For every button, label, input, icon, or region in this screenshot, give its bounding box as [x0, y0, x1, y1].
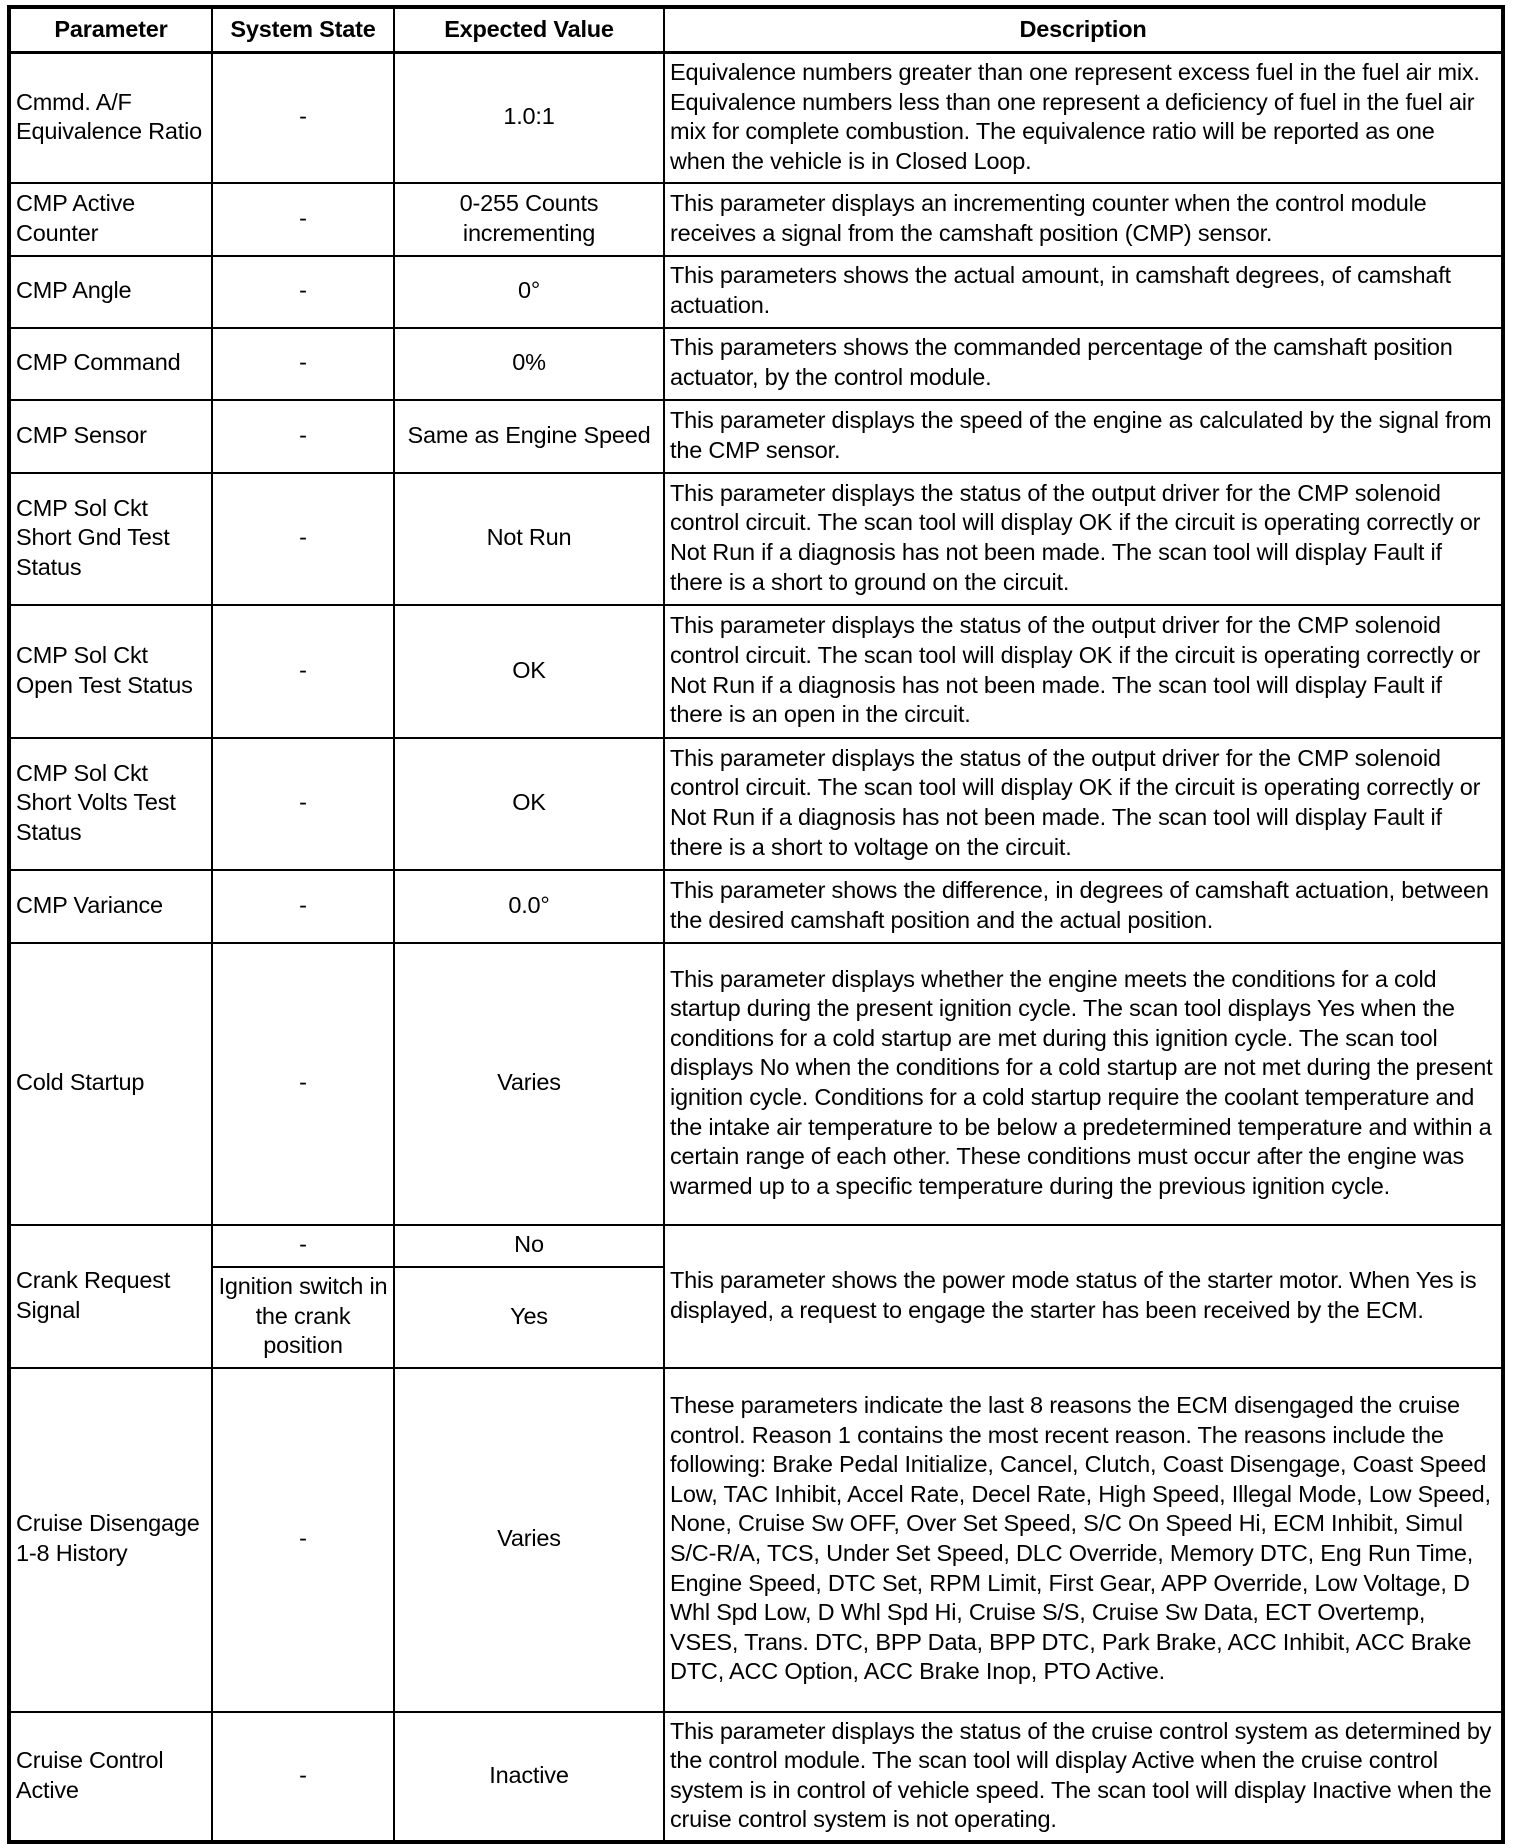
parameter-cell: CMP Angle [9, 256, 212, 328]
system-state-cell: - [212, 1368, 394, 1712]
table-row [9, 1712, 1503, 1842]
system-state-cell: - [212, 473, 394, 605]
description-cell: This parameters shows the actual amount, in camshaft degrees, of camshaft actuation. [664, 256, 1503, 328]
table-row [9, 1368, 1503, 1712]
parameter-cell: CMP Sol Ckt Short Gnd Test Status [9, 473, 212, 605]
parameter-cell: Cruise Control Active [9, 1712, 212, 1842]
table-header-row [9, 7, 1503, 53]
table-row [9, 738, 1503, 870]
parameter-cell: CMP Variance [9, 870, 212, 943]
table-row [9, 473, 1503, 605]
parameter-cell: Cmmd. A/F Equivalence Ratio [9, 53, 212, 183]
description-cell: This parameter displays an incrementing counter when the control module receives a signal from the camshaft position (CMP) sensor. [664, 183, 1503, 256]
system-state-cell: - [212, 183, 394, 256]
expected-value-cell: Inactive [394, 1712, 664, 1842]
table-row [9, 1225, 1503, 1267]
expected-value-cell: Same as Engine Speed [394, 400, 664, 473]
expected-value-cell: OK [394, 738, 664, 870]
system-state-cell: Ignition switch in the crank position [212, 1267, 394, 1368]
description-cell: This parameter shows the power mode status of the starter motor. When Yes is displayed, a request to engage the starter has been received by the ECM. [664, 1225, 1503, 1368]
header-expected-value: Expected Value [394, 7, 664, 53]
system-state-cell: - [212, 1225, 394, 1267]
table-row [9, 605, 1503, 738]
description-cell: This parameter displays the status of the output driver for the CMP solenoid control circuit. The scan tool will display OK if the circuit is operating correctly or Not Run if a diagnosis has not been made. The scan tool will display Fault if there is an open in the circuit. [664, 605, 1503, 738]
expected-value-cell: OK [394, 605, 664, 738]
system-state-cell: - [212, 53, 394, 183]
description-cell: Equivalence numbers greater than one represent excess fuel in the fuel air mix. Equivalence numbers less than one represent a deficiency of fuel in the fuel air mix for complete combustion. The equivalence ratio will be reported as one when the vehicle is in Closed Loop. [664, 53, 1503, 183]
expected-value-cell: Varies [394, 943, 664, 1225]
parameter-cell: CMP Sensor [9, 400, 212, 473]
system-state-cell: - [212, 256, 394, 328]
description-cell: This parameter displays the status of the output driver for the CMP solenoid control circuit. The scan tool will display OK if the circuit is operating correctly or Not Run if a diagnosis has not been made. The scan tool will display Fault if there is a short to ground on the circuit. [664, 473, 1503, 605]
table-row [9, 256, 1503, 328]
system-state-cell: - [212, 328, 394, 400]
description-cell: This parameter shows the difference, in degrees of camshaft actuation, between the desired camshaft position and the actual position. [664, 870, 1503, 943]
table-row [9, 183, 1503, 256]
system-state-cell: - [212, 400, 394, 473]
description-cell: This parameter displays the status of the cruise control system as determined by the control module. The scan tool will display Active when the cruise control system is in control of vehicle speed. The scan tool will display Inactive when the cruise control system is not operating. [664, 1712, 1503, 1842]
expected-value-cell: 0° [394, 256, 664, 328]
table-row [9, 870, 1503, 943]
system-state-cell: - [212, 605, 394, 738]
description-cell: This parameter displays whether the engine meets the conditions for a cold startup during the present ignition cycle. The scan tool displays Yes when the conditions for a cold startup are met during this ignition cycle. The scan tool displays No when the conditions for a cold startup are not met during the present ignition cycle. Conditions for a cold startup require the coolant temperature and the intake air temperature to be below a predetermined temperature and within a certain range of each other. These conditions must occur after the engine was warmed up to a specific temperature during the previous ignition cycle. [664, 943, 1503, 1225]
description-cell: This parameter displays the status of the output driver for the CMP solenoid control circuit. The scan tool will display OK if the circuit is operating correctly or Not Run if a diagnosis has not been made. The scan tool will display Fault if there is a short to voltage on the circuit. [664, 738, 1503, 870]
system-state-cell: - [212, 1712, 394, 1842]
table-row [9, 943, 1503, 1225]
table-row [9, 328, 1503, 400]
header-system-state: System State [212, 7, 394, 53]
system-state-cell: - [212, 943, 394, 1225]
table-row [9, 53, 1503, 183]
system-state-cell: - [212, 738, 394, 870]
description-cell: This parameter displays the speed of the engine as calculated by the signal from the CMP sensor. [664, 400, 1503, 473]
parameter-cell: CMP Sol Ckt Open Test Status [9, 605, 212, 738]
parameter-table [7, 5, 1505, 1844]
expected-value-cell: Yes [394, 1267, 664, 1368]
header-description: Description [664, 7, 1503, 53]
expected-value-cell: 0% [394, 328, 664, 400]
parameter-cell: Cold Startup [9, 943, 212, 1225]
parameter-cell: CMP Sol Ckt Short Volts Test Status [9, 738, 212, 870]
parameter-cell: Cruise Disengage 1-8 History [9, 1368, 212, 1712]
expected-value-cell: Varies [394, 1368, 664, 1712]
parameter-cell: CMP Command [9, 328, 212, 400]
expected-value-cell: 0-255 Counts incrementing [394, 183, 664, 256]
parameter-cell: CMP Active Counter [9, 183, 212, 256]
description-cell: These parameters indicate the last 8 reasons the ECM disengaged the cruise control. Reason 1 contains the most recent reason. The reasons include the following: Brake Pedal Initialize, Cancel, Clutch, Coast Disengage, Coast Speed Low, TAC Inhibit, Accel Rate, Decel Rate, High Speed, Illegal Mode, Low Speed, None, Cruise Sw OFF, Over Set Speed, S/C On Speed Hi, ECM Inhibit, Simul S/C-R/A, TCS, Under Set Speed, DLC Override, Memory DTC, Eng Run Time, Engine Speed, DTC Set, RPM Limit, First Gear, APP Override, Low Voltage, D Whl Spd Low, D Whl Spd Hi, Cruise S/S, Cruise Sw Data, ECT Overtemp, VSES, Trans. DTC, BPP Data, BPP DTC, Park Brake, ACC Inhibit, ACC Brake DTC, ACC Option, ACC Brake Inop, PTO Active. [664, 1368, 1503, 1712]
system-state-cell: - [212, 870, 394, 943]
expected-value-cell: No [394, 1225, 664, 1267]
expected-value-cell: 0.0° [394, 870, 664, 943]
header-parameter: Parameter [9, 7, 212, 53]
description-cell: This parameters shows the commanded percentage of the camshaft position actuator, by the control module. [664, 328, 1503, 400]
expected-value-cell: 1.0:1 [394, 53, 664, 183]
expected-value-cell: Not Run [394, 473, 664, 605]
table-row [9, 400, 1503, 473]
parameter-cell: Crank Request Signal [9, 1225, 212, 1368]
